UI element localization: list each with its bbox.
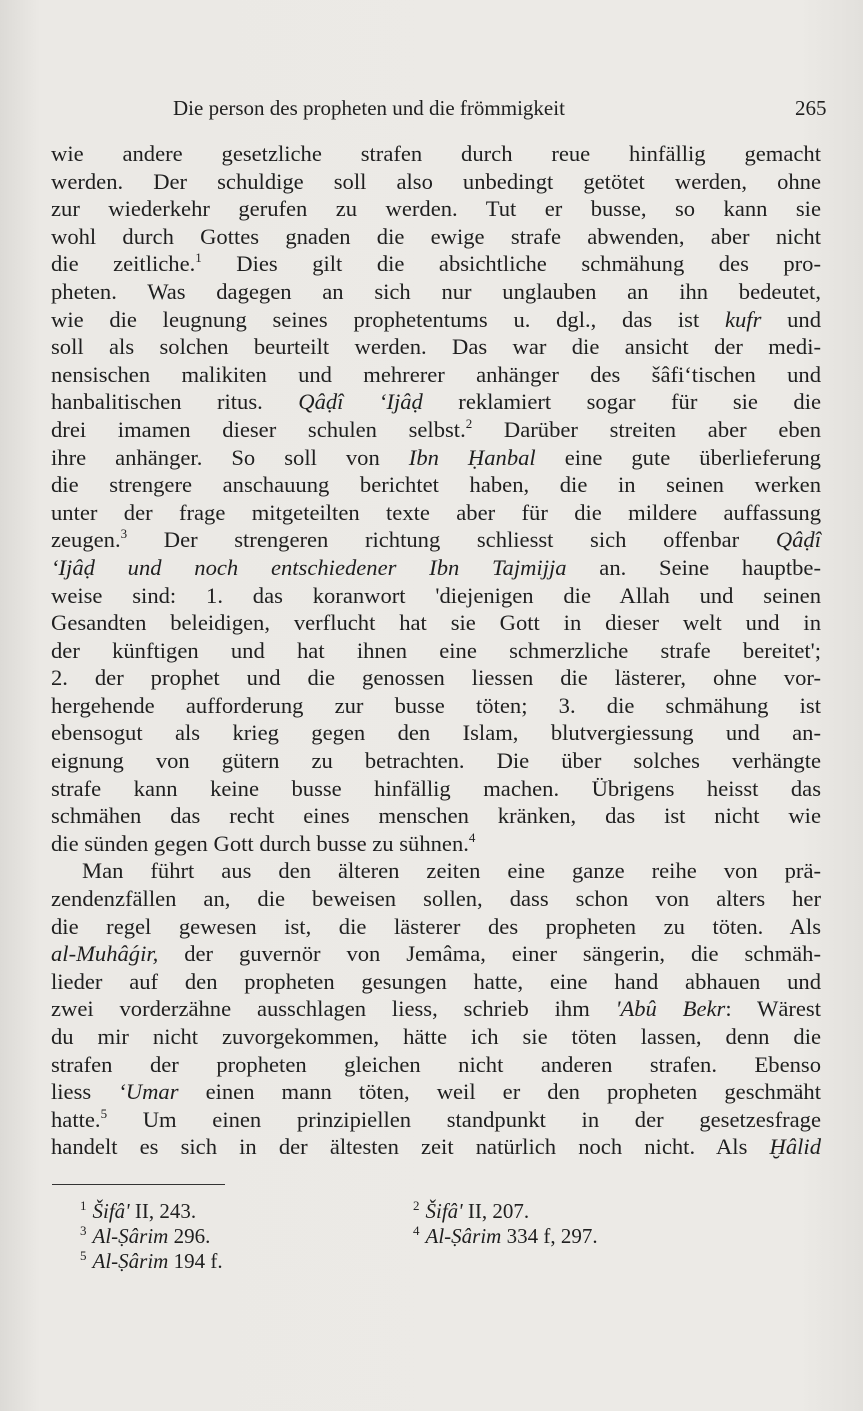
name-qadi-ijad: Qâḍî ‘Ijâḍ xyxy=(298,389,423,415)
text-line: hanbalitischen ritus. Qâḍî ‘Ijâḍ reklamiert sogar für sie die xyxy=(51,389,821,415)
text-line: hatte.$^5$ Um einen prinzipiellen standpunkt in der gesetzesfrage xyxy=(51,1105,821,1132)
term-kufr: kufr xyxy=(724,306,762,332)
text-line: weise sind: 1. das koranwort 'diejenigen die Allah und seinen xyxy=(51,582,821,608)
running-title: Die person des propheten und die frömmigkeit xyxy=(173,96,565,120)
footnote-2: $^2$ Šifâ' II, 207. xyxy=(413,1198,530,1223)
text-line: der künftigen und hat ihnen eine schmerzliche strafe bereitet'; xyxy=(51,637,821,663)
text-line: schmähen das recht eines menschen kränken, das ist nicht wie xyxy=(51,803,821,829)
page-number: 265 xyxy=(795,96,827,120)
text-line: pheten. Was dagegen an sich nur unglauben an ihn bedeutet, xyxy=(51,278,821,304)
text-line: 2. der prophet und die genossen liessen die lästerer, ohne vor- xyxy=(51,665,821,691)
text-line: soll als solchen beurteilt werden. Das war die ansicht der medi- xyxy=(51,334,821,360)
text-line: zendenzfällen an, die beweisen sollen, dass schon von alters her xyxy=(51,886,821,912)
name-abu-bekr: 'Abû Bekr xyxy=(615,996,726,1022)
text-line: al-Muhâǵir, der guvernör von Jemâma, einer sängerin, die schmäh- xyxy=(51,941,821,967)
body-text xyxy=(51,140,821,1161)
text-line: unter der frage mitgeteilten texte aber für die mildere auffassung xyxy=(51,499,821,525)
text-line: werden. Der schuldige soll also unbedingt getötet werden, ohne xyxy=(51,168,821,194)
name-ibn-tajmijja: Ibn Tajmijja xyxy=(429,554,567,580)
footnote-4: $^4$ Al-Ṣârim 334 f, 297. xyxy=(413,1223,598,1248)
footnote-marker: 2 xyxy=(465,415,473,431)
name-al-muhagir: al-Muhâǵir, xyxy=(51,941,159,967)
footnote-row xyxy=(80,1218,820,1248)
text-line: wie die leugnung seines prophetentums u. dgl., das ist kufr und xyxy=(51,306,821,332)
text-line: zwei vorderzähne ausschlagen liess, schrieb ihm 'Abû Bekr: Wärest xyxy=(51,996,821,1022)
text-line: strafe kann keine busse hinfällig machen. Übrigens heisst das xyxy=(51,775,821,801)
running-header xyxy=(0,96,863,126)
footnote-marker: 4 xyxy=(468,829,476,845)
text-line: liess ‘Umar einen mann töten, weil er den propheten geschmäht xyxy=(51,1079,822,1105)
text-line: zeugen.$^3$ Der strengeren richtung schliesst sich offenbar Qâḍî xyxy=(51,526,821,553)
footnote-marker: 1 xyxy=(195,250,202,266)
name-umar: ‘Umar xyxy=(118,1079,179,1105)
text-line: die sünden gegen Gott durch busse zu sühnen.$^4$ xyxy=(51,829,476,856)
text-line: du mir nicht zuvorgekommen, hätte ich sie töten lassen, denn die xyxy=(51,1024,821,1049)
footnote-3: $^3$ Al-Ṣârim 296. xyxy=(80,1223,211,1248)
footnote-row xyxy=(80,1243,820,1273)
footnote-rule xyxy=(52,1184,225,1185)
text-line: die zeitliche.$^1$ Dies gilt die absichtliche schmähung des pro- xyxy=(51,250,821,277)
text-line: eignung von gütern zu betrachten. Die über solches verhängte xyxy=(51,748,821,774)
text-line: nensischen malikiten und mehrerer anhänger des šâfi‘tischen und xyxy=(51,361,821,387)
text-line: ebensogut als krieg gegen den Islam, blutvergiessung und an- xyxy=(51,720,821,746)
text-line: drei imamen dieser schulen selbst.$^2$ Darüber streiten aber eben xyxy=(51,415,821,442)
footnote-marker: 5 xyxy=(100,1105,108,1121)
text-line: Gesandten beleidigen, verflucht hat sie Gott in dieser welt und in xyxy=(51,610,821,636)
footnote-marker: 3 xyxy=(120,526,128,542)
text-line: hergehende aufforderung zur busse töten; 3. die schmähung ist xyxy=(51,692,821,718)
footnote-1: $^1$ Šifâ' II, 243. xyxy=(80,1198,197,1223)
text-line: handelt es sich in der ältesten zeit natürlich noch nicht. Als Ḫâlid xyxy=(51,1134,821,1160)
footnote-row xyxy=(80,1193,820,1223)
footnotes xyxy=(80,1193,820,1273)
text-line: wohl durch Gottes gnaden die ewige strafe abwenden, aber nicht xyxy=(51,223,821,249)
text-line: die strengere anschauung berichtet haben, die in seinen werken xyxy=(51,472,821,498)
text-line: ihre anhänger. So soll von Ibn Ḥanbal eine gute überlieferung xyxy=(51,444,821,470)
name-ibn-hanbal: Ibn Ḥanbal xyxy=(408,444,536,470)
text-line: strafen der propheten gleichen nicht anderen strafen. Ebenso xyxy=(51,1051,821,1077)
text-line: zur wiederkehr gerufen zu werden. Tut er busse, so kann sie xyxy=(51,196,821,222)
text-line: die regel gewesen ist, die lästerer des propheten zu töten. Als xyxy=(51,913,821,939)
name-qadi: Qâḍî xyxy=(775,527,821,553)
footnote-5: $^5$ Al-Ṣârim 194 f. xyxy=(80,1248,223,1273)
text-line: Man führt aus den älteren zeiten eine ganze reihe von prä- xyxy=(82,858,821,884)
text-line: wie andere gesetzliche strafen durch reue hinfällig gemacht xyxy=(51,141,821,166)
name-halid: Ḫâlid xyxy=(769,1134,821,1160)
text-line: lieder auf den propheten gesungen hatte, eine hand abhauen und xyxy=(51,968,821,994)
text-line: ‘Ijâḍ und noch entschiedener Ibn Tajmijja an. Seine hauptbe- xyxy=(51,554,821,580)
